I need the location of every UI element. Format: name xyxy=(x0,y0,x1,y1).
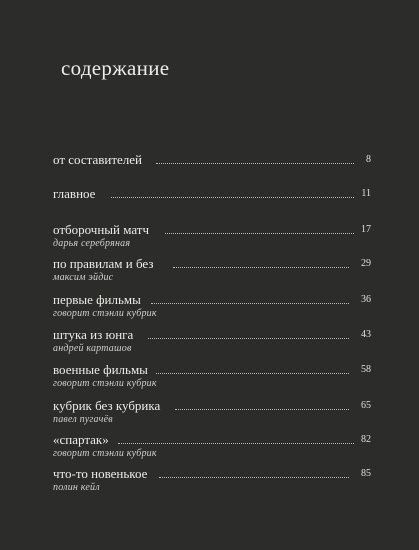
toc-entry-author: говорит стэнли кубрик xyxy=(53,448,157,459)
dot-leader xyxy=(151,303,349,304)
dot-leader xyxy=(159,477,349,478)
toc-entry-page: 82 xyxy=(361,434,371,445)
toc-entry xyxy=(53,152,371,168)
toc-entry-page: 65 xyxy=(361,400,371,411)
toc-entry-author: говорит стэнли кубрик xyxy=(53,308,157,319)
dot-leader xyxy=(111,197,354,198)
toc-entry-page: 85 xyxy=(361,468,371,479)
toc-entry-page: 43 xyxy=(361,329,371,340)
dot-leader xyxy=(118,443,354,444)
toc-entry-author: андрей карташов xyxy=(53,343,132,354)
toc-entry-line xyxy=(53,466,371,482)
dot-leader xyxy=(148,338,349,339)
toc-entry-title: штука из юнга xyxy=(53,327,134,342)
dot-leader xyxy=(165,233,354,234)
toc-entry-title: главное xyxy=(53,186,96,201)
toc-entry xyxy=(53,466,371,493)
toc-entry-title: первые фильмы xyxy=(53,292,141,307)
toc-entry-page: 8 xyxy=(366,154,371,165)
toc-entry-author: говорит стэнли кубрик xyxy=(53,378,157,389)
toc-entry-line xyxy=(53,432,371,448)
toc-entry-line xyxy=(53,327,371,343)
dot-leader xyxy=(156,373,349,374)
toc-entry-title: военные фильмы xyxy=(53,362,148,377)
toc-entry-author: павел пугачёв xyxy=(53,414,113,425)
toc-entry xyxy=(53,256,371,283)
dot-leader xyxy=(156,163,354,164)
toc-entry xyxy=(53,327,371,354)
toc-entry-line xyxy=(53,398,371,414)
toc-entry-page: 29 xyxy=(361,258,371,269)
toc-entry-author: максим эйдис xyxy=(53,272,114,283)
toc-entry xyxy=(53,362,371,389)
toc-entry-line xyxy=(53,362,371,378)
toc-entry-title: «спартак» xyxy=(53,432,109,447)
toc-entry-author: дарья серебряная xyxy=(53,238,131,249)
toc-entry xyxy=(53,432,371,459)
dot-leader xyxy=(175,409,349,410)
toc-entry xyxy=(53,398,371,425)
toc-entry-title: отборочный матч xyxy=(53,222,150,237)
toc-entry-line xyxy=(53,152,371,168)
toc-entry-line xyxy=(53,292,371,308)
toc-entry xyxy=(53,292,371,319)
toc-entry-line xyxy=(53,186,371,202)
toc-entry xyxy=(53,186,371,202)
toc-entry-title: от составителей xyxy=(53,152,142,167)
toc-entry-line xyxy=(53,222,371,238)
toc-entry-line xyxy=(53,256,371,272)
toc-heading: содержание xyxy=(61,56,170,80)
toc-entry-title: по правилам и без xyxy=(53,256,154,271)
toc-entry-page: 36 xyxy=(361,294,371,305)
toc-entry-page: 17 xyxy=(361,224,371,235)
toc-entry-page: 11 xyxy=(361,188,371,199)
toc-entry-author: полин кейл xyxy=(53,482,100,493)
toc-entry-title: кубрик без кубрика xyxy=(53,398,161,413)
dot-leader xyxy=(173,267,349,268)
toc-entry xyxy=(53,222,371,249)
toc-entry-page: 58 xyxy=(361,364,371,375)
toc-entry-title: что-то новенькое xyxy=(53,466,148,481)
